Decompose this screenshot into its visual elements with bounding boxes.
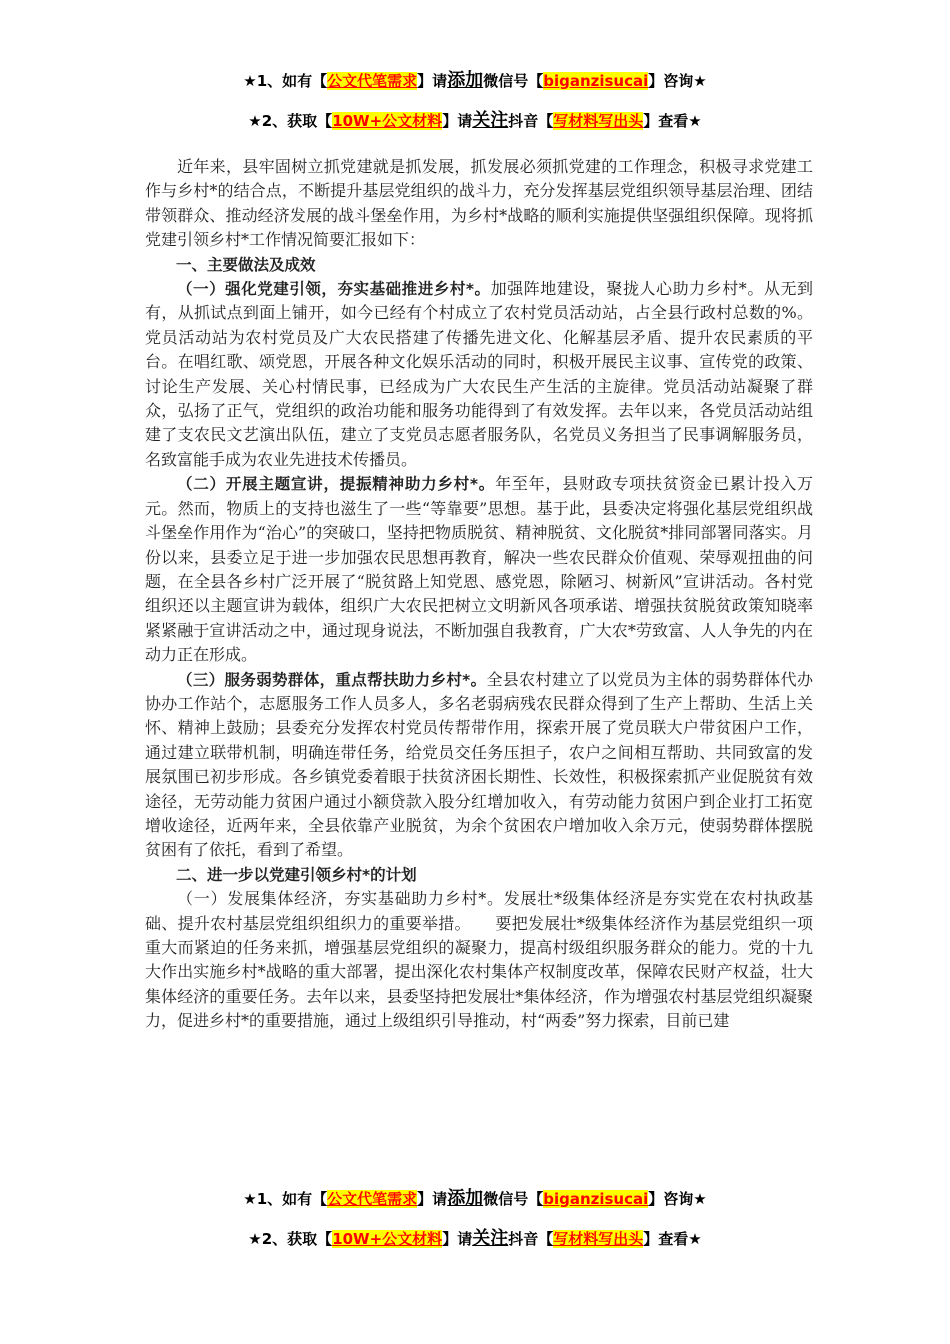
ad-text: ★2、获取【 bbox=[248, 112, 333, 130]
section-1-heading: 一、主要做法及成效 bbox=[176, 255, 316, 274]
document-body bbox=[145, 155, 813, 1034]
ad-highlight-douyin-id: 写材料写出头 bbox=[553, 1230, 644, 1248]
ad-text: 】请 bbox=[417, 1190, 448, 1208]
ad-text: ★2、获取【 bbox=[248, 1230, 333, 1248]
ad-highlight: 10W+公文材料 bbox=[332, 112, 443, 130]
ad-text: 】查看★ bbox=[643, 112, 702, 130]
ad-text: ★1、如有【 bbox=[243, 1190, 328, 1208]
ad-highlight: 公文代笔需求 bbox=[327, 1190, 418, 1208]
ad-text: 】查看★ bbox=[643, 1230, 702, 1248]
ad-text: 】请 bbox=[442, 1230, 473, 1248]
ad-highlight-douyin-id: 写材料写出头 bbox=[553, 112, 644, 130]
ad-highlight-wechat-id: biganzisucai bbox=[543, 1190, 649, 1208]
ad-text: 微信号【 bbox=[483, 72, 544, 90]
subheading: （三）服务弱势群体，重点帮扶助力乡村*。 bbox=[177, 670, 487, 689]
section-2-paragraph-1: （一）发展集体经济，夯实基础助力乡村*。发展壮*级集体经济是夯实党在农村执政基础、提升农村基层党组织组织力的重要举措。 要把发展壮*级集体经济作为基层党组织一项重大而紧迫的任务来抓，增强基层党组织的凝聚力，提高村级组织服务群众的能力。党的十九大作出实施乡村*战略的重大部署，提出深化农村集体产权制度改革，保障农民财产权益，壮大集体经济的重要任务。去年以来，县委坚持把发展壮*集体经济，作为增强农村基层党组织凝聚力，促进乡村*的重要措施，通过上级组织引导推动，村“两委”努力探索，目前已建 bbox=[145, 889, 813, 1031]
header-ad-line-2 bbox=[0, 110, 950, 132]
ad-highlight: 公文代笔需求 bbox=[327, 72, 418, 90]
subheading: （二）开展主题宣讲，提振精神助力乡村*。 bbox=[177, 475, 496, 494]
ad-highlight-wechat-id: biganzisucai bbox=[543, 72, 649, 90]
footer-ad-line-1 bbox=[0, 1188, 950, 1210]
ad-text: 】请 bbox=[417, 72, 448, 90]
section-1-paragraph-2 bbox=[145, 472, 813, 667]
ad-text: 微信号【 bbox=[483, 1190, 544, 1208]
section-2-heading: 二、进一步以党建引领乡村*的计划 bbox=[176, 865, 417, 884]
ad-text: ★1、如有【 bbox=[243, 72, 328, 90]
ad-text: 】咨询★ bbox=[648, 72, 707, 90]
ad-text: 抖音【 bbox=[508, 112, 554, 130]
ad-emphasis: 添加 bbox=[447, 70, 484, 91]
ad-emphasis: 关注 bbox=[472, 1228, 509, 1249]
paragraph-text: 全县农村建立了以党员为主体的弱势群体代办协办工作站个，志愿服务工作人员多人，多名老弱病残农民群众得到了生产上帮助、生活上关怀、精神上鼓励；县委充分发挥农村党员传帮带作用，探索开展了党员联大户带贫困户工作，通过建立联带机制，明确连带任务，给党员交任务压担子，农户之间相互帮助、共同致富的发展氛围已初步形成。各乡镇党委着眼于扶贫济困长期性、长效性，积极探索抓产业促脱贫有效途径，无劳动能力贫困户通过小额贷款入股分红增加收入，有劳动能力贫困户到企业打工拓宽增收途径，近两年来，全县依靠产业脱贫，为余个贫困农户增加收入余万元，使弱势群体摆脱贫困有了依托，看到了希望。 bbox=[145, 669, 813, 860]
intro-paragraph: 近年来，县牢固树立抓党建就是抓发展，抓发展必须抓党建的工作理念，积极寻求党建工作与乡村*的结合点，不断提升基层党组织的战斗力，充分发挥基层党组织领导基层治理、团结带领群众、推动经济发展的战斗堡垒作用，为乡村*战略的顺利实施提供坚强组织保障。现将抓党建引领乡村*工作情况简要汇报如下： bbox=[145, 157, 813, 250]
ad-emphasis: 添加 bbox=[447, 1188, 484, 1209]
section-1-paragraph-3 bbox=[145, 668, 813, 863]
ad-highlight: 10W+公文材料 bbox=[332, 1230, 443, 1248]
ad-text: 抖音【 bbox=[508, 1230, 554, 1248]
subheading: （一）强化党建引领，夯实基础推进乡村*。 bbox=[177, 280, 491, 299]
paragraph-text: 年至年，县财政专项扶贫资金已累计投入万元。然而，物质上的支持也滋生了一些“等靠要”思想。基于此，县委决定将强化基层党组织战斗堡垒作用作为“治心”的突破口，坚持把物质脱贫、精神脱贫、文化脱贫*排同部署同落实。月份以来，县委立足于进一步加强农民思想再教育，解决一些农民群众价值观、荣辱观扭曲的问题，在全县各乡村广泛开展了“脱贫路上知党恩、感党恩，除陋习、树新风”宣讲活动。各村党组织还以主题宣讲为载体，组织广大农民把树立文明新风各项承诺、增强扶贫脱贫政策知晓率紧紧融于宣讲活动之中，通过现身说法，不断加强自我教育，广大农*劳致富、人人争先的内在动力正在形成。 bbox=[145, 474, 813, 665]
ad-text: 】请 bbox=[442, 112, 473, 130]
paragraph-text: 加强阵地建设，聚拢人心助力乡村*。从无到有，从抓试点到面上铺开，如今已经有个村成立了农村党员活动站，占全县行政村总数的%。党员活动站为农村党员及广大农民搭建了传播先进文化、化解基层矛盾、提升农民素质的平台。在唱红歌、颂党恩，开展各种文化娱乐活动的同时，积极开展民主议事、宣传党的政策、讨论生产发展、关心村情民事，已经成为广大农民生产生活的主旋律。党员活动站凝聚了群众，弘扬了正气，党组织的政治功能和服务功能得到了有效发挥。去年以来，各党员活动站组建了支农民文艺演出队伍，建立了支党员志愿者服务队，名党员义务担当了民事调解服务员，名致富能手成为农业先进技术传播员。 bbox=[145, 279, 813, 469]
section-1-paragraph-1 bbox=[145, 277, 813, 472]
ad-emphasis: 关注 bbox=[472, 110, 509, 131]
ad-text: 】咨询★ bbox=[648, 1190, 707, 1208]
footer-ad-line-2 bbox=[0, 1228, 950, 1250]
header-ad-line-1 bbox=[0, 70, 950, 92]
